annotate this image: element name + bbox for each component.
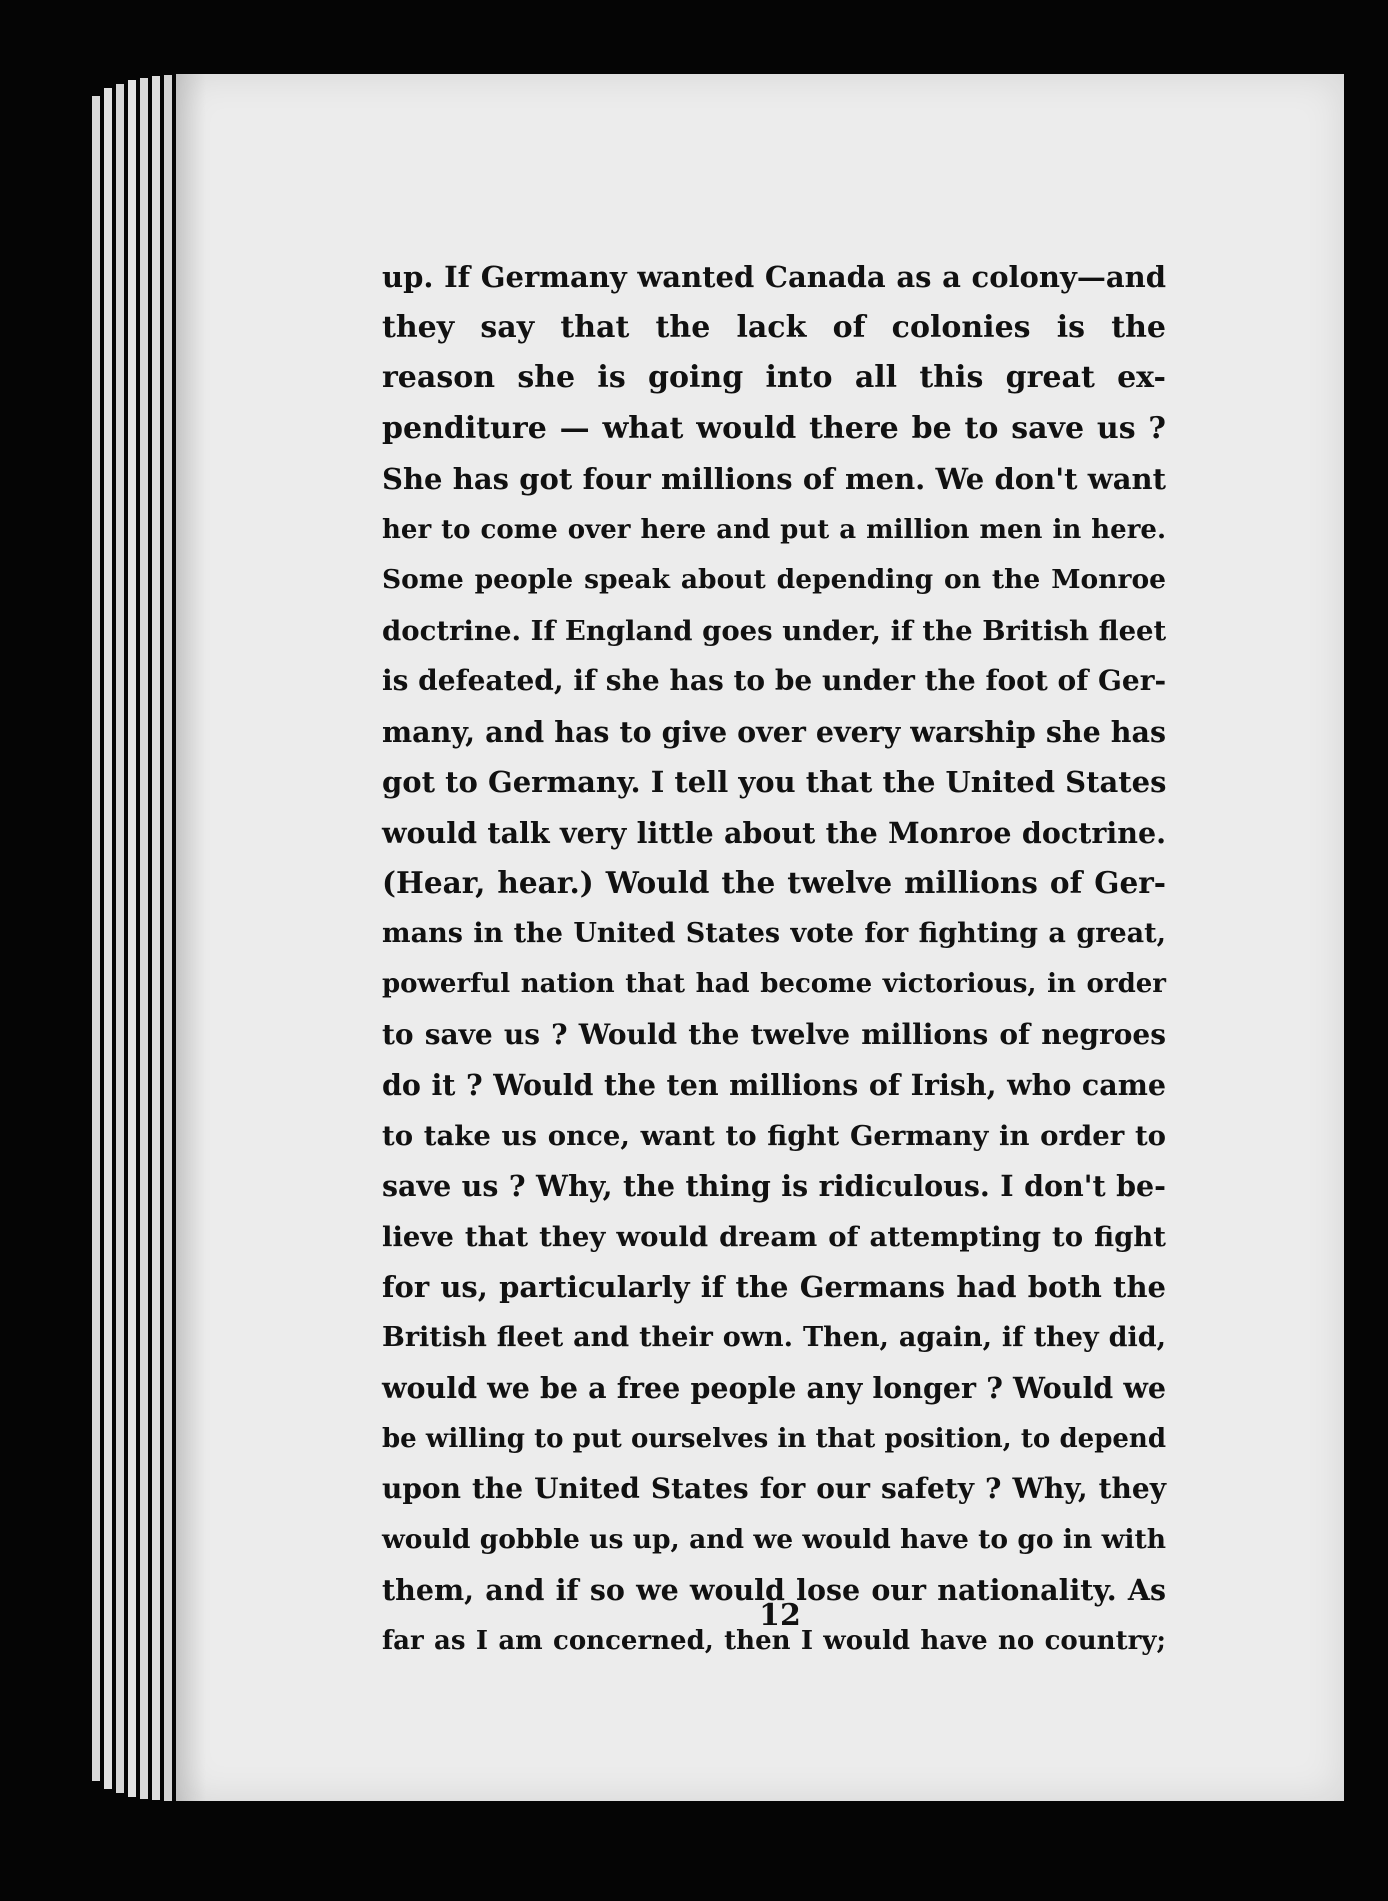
- book-page: [176, 74, 1344, 1801]
- text-line: Some people speak about depending on the Monroe: [382, 564, 1166, 595]
- text-line: to take us once, want to fight Germany in order to: [382, 1119, 1166, 1152]
- text-line: reason she is going into all this great ex-: [382, 360, 1166, 395]
- text-line: would talk very little about the Monroe doctrine.: [382, 815, 1166, 850]
- body-text: [382, 252, 1166, 1666]
- text-line: would we be a free people any longer ? Would we: [382, 1371, 1166, 1405]
- page-edge: [116, 84, 124, 1793]
- page-edge: [92, 96, 100, 1781]
- text-line: lieve that they would dream of attempting to fight: [382, 1220, 1166, 1253]
- page-edge: [128, 80, 136, 1797]
- text-line: they say that the lack of colonies is the: [382, 309, 1166, 345]
- text-line: got to Germany. I tell you that the United States: [382, 765, 1167, 799]
- page-edge: [152, 76, 160, 1800]
- page-gutter-shadow: [176, 74, 206, 1801]
- text-line: be willing to put ourselves in that position, to depend: [382, 1423, 1166, 1454]
- text-line: to save us ? Would the twelve millions of negroes: [382, 1017, 1166, 1051]
- text-line: save us ? Why, the thing is ridiculous. I don't be-: [382, 1169, 1166, 1203]
- text-line: many, and has to give over every warship she has: [382, 714, 1166, 749]
- page-edge: [104, 88, 112, 1789]
- text-line: British fleet and their own. Then, again, if they did,: [382, 1321, 1166, 1353]
- page-edge: [164, 75, 172, 1801]
- text-line: She has got four millions of men. We don't want: [382, 462, 1166, 496]
- text-line: penditure — what would there be to save us ?: [382, 410, 1166, 446]
- text-line: is defeated, if she has to be under the foot of Ger-: [382, 664, 1167, 697]
- text-line: them, and if so we would lose our nationality. As: [382, 1573, 1166, 1607]
- text-line: do it ? Would the ten millions of Irish, who came: [382, 1068, 1166, 1102]
- page-number: 12: [759, 1598, 801, 1633]
- text-line: upon the United States for our safety ? Why, they: [382, 1472, 1166, 1505]
- text-line: powerful nation that had become victorious, in order: [382, 969, 1166, 999]
- text-line: up. If Germany wanted Canada as a colony—and: [382, 260, 1166, 294]
- text-line: her to come over here and put a million men in here.: [382, 514, 1166, 545]
- text-line: doctrine. If England goes under, if the British fleet: [382, 614, 1167, 647]
- text-line: would gobble us up, and we would have to go in with: [382, 1523, 1166, 1555]
- text-line: far as I am concerned, then I would have no country;: [382, 1625, 1166, 1656]
- text-line: mans in the United States vote for fighting a great,: [382, 917, 1166, 949]
- page-edge: [140, 78, 148, 1799]
- text-line: (Hear, hear.) Would the twelve millions of Ger-: [382, 865, 1166, 900]
- text-line: for us, particularly if the Germans had both the: [382, 1270, 1166, 1304]
